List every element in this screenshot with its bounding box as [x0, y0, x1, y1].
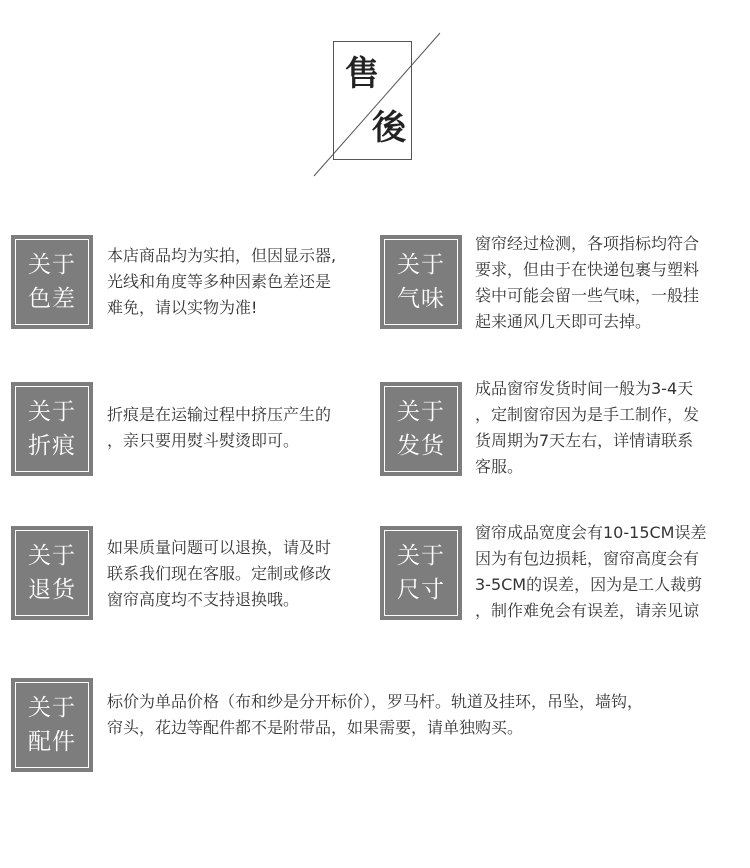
card-description [107, 243, 367, 321]
desc-line: 如果质量问题可以退换，请及时 [107, 538, 332, 557]
badge-line-2: 气味 [397, 286, 445, 312]
badge-line-1: 关于 [28, 543, 76, 569]
desc-line: 标价为单品价格（布和纱是分开标价），罗马杆。轨道及挂环，吊坠，墙钩， [107, 692, 644, 711]
card-badge [380, 235, 462, 329]
badge-line-1: 关于 [397, 543, 445, 569]
card-description [475, 376, 745, 480]
title-char-hou: 後 [372, 108, 406, 148]
card-description [107, 535, 367, 613]
desc-line: 因为有包边损耗，窗帘高度会有 [475, 549, 700, 568]
desc-line: 窗帘成品宽度会有10-15CM误差 [475, 523, 707, 542]
badge-line-1: 关于 [397, 399, 445, 425]
badge-line-2: 折痕 [28, 433, 76, 459]
badge-line-1: 关于 [28, 252, 76, 278]
desc-line: 难免，请以实物为准! [107, 298, 258, 317]
badge-line-2: 色差 [28, 286, 76, 312]
desc-line: 3-5CM的误差，因为是工人裁剪 [475, 575, 703, 594]
desc-line: 货周期为7天左右，详情请联系 [475, 431, 694, 450]
badge-line-2: 配件 [28, 729, 76, 755]
card-badge [11, 382, 93, 476]
desc-line: 帘头，花边等配件都不是附带品，如果需要，请单独购买。 [107, 718, 524, 737]
card-description [475, 231, 745, 335]
card-description [475, 520, 745, 624]
desc-line: 窗帘高度均不支持退换哦。 [107, 590, 300, 609]
desc-line: 窗帘经过检测，各项指标均符合 [475, 234, 700, 253]
badge-line-2: 尺寸 [397, 577, 445, 603]
desc-line: 联系我们现在客服。定制或修改 [107, 564, 332, 583]
desc-line: 客服。 [475, 457, 524, 476]
desc-line: ，亲只要用熨斗熨烫即可。 [107, 431, 300, 450]
badge-line-1: 关于 [28, 695, 76, 721]
title-char-shou: 售 [345, 54, 379, 94]
desc-line: 折痕是在运输过程中挤压产生的 [107, 405, 332, 424]
badge-line-1: 关于 [28, 399, 76, 425]
desc-line: ，制作难免会有误差，请亲见谅 [475, 601, 700, 620]
title-diagonal-line [300, 30, 450, 180]
badge-line-1: 关于 [397, 252, 445, 278]
card-badge [380, 382, 462, 476]
desc-line: 要求，但由于在快递包裹与塑料 [475, 260, 700, 279]
card-badge [11, 235, 93, 329]
desc-line: ，定制窗帘因为是手工制作，发 [475, 405, 700, 424]
desc-line: 起来通风几天即可去掉。 [475, 312, 652, 331]
card-badge [11, 678, 93, 772]
desc-line: 本店商品均为实拍，但因显示器, [107, 246, 337, 265]
card-badge [11, 526, 93, 620]
desc-line: 袋中可能会留一些气味，一般挂 [475, 286, 700, 305]
badge-line-2: 退货 [28, 577, 76, 603]
card-description [107, 402, 367, 454]
card-description [107, 689, 737, 741]
desc-line: 光线和角度等多种因素色差还是 [107, 272, 332, 291]
badge-line-2: 发货 [397, 433, 445, 459]
card-badge [380, 526, 462, 620]
desc-line: 成品窗帘发货时间一般为3-4天 [475, 379, 694, 398]
after-sales-title [300, 30, 450, 180]
